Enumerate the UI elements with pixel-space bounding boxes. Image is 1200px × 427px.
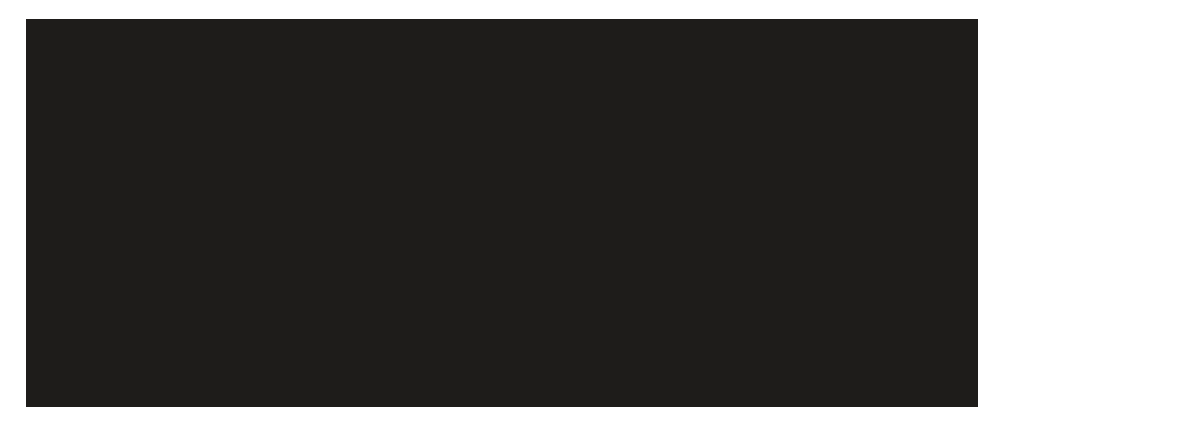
blank-screen-display[interactable] [26,19,978,407]
